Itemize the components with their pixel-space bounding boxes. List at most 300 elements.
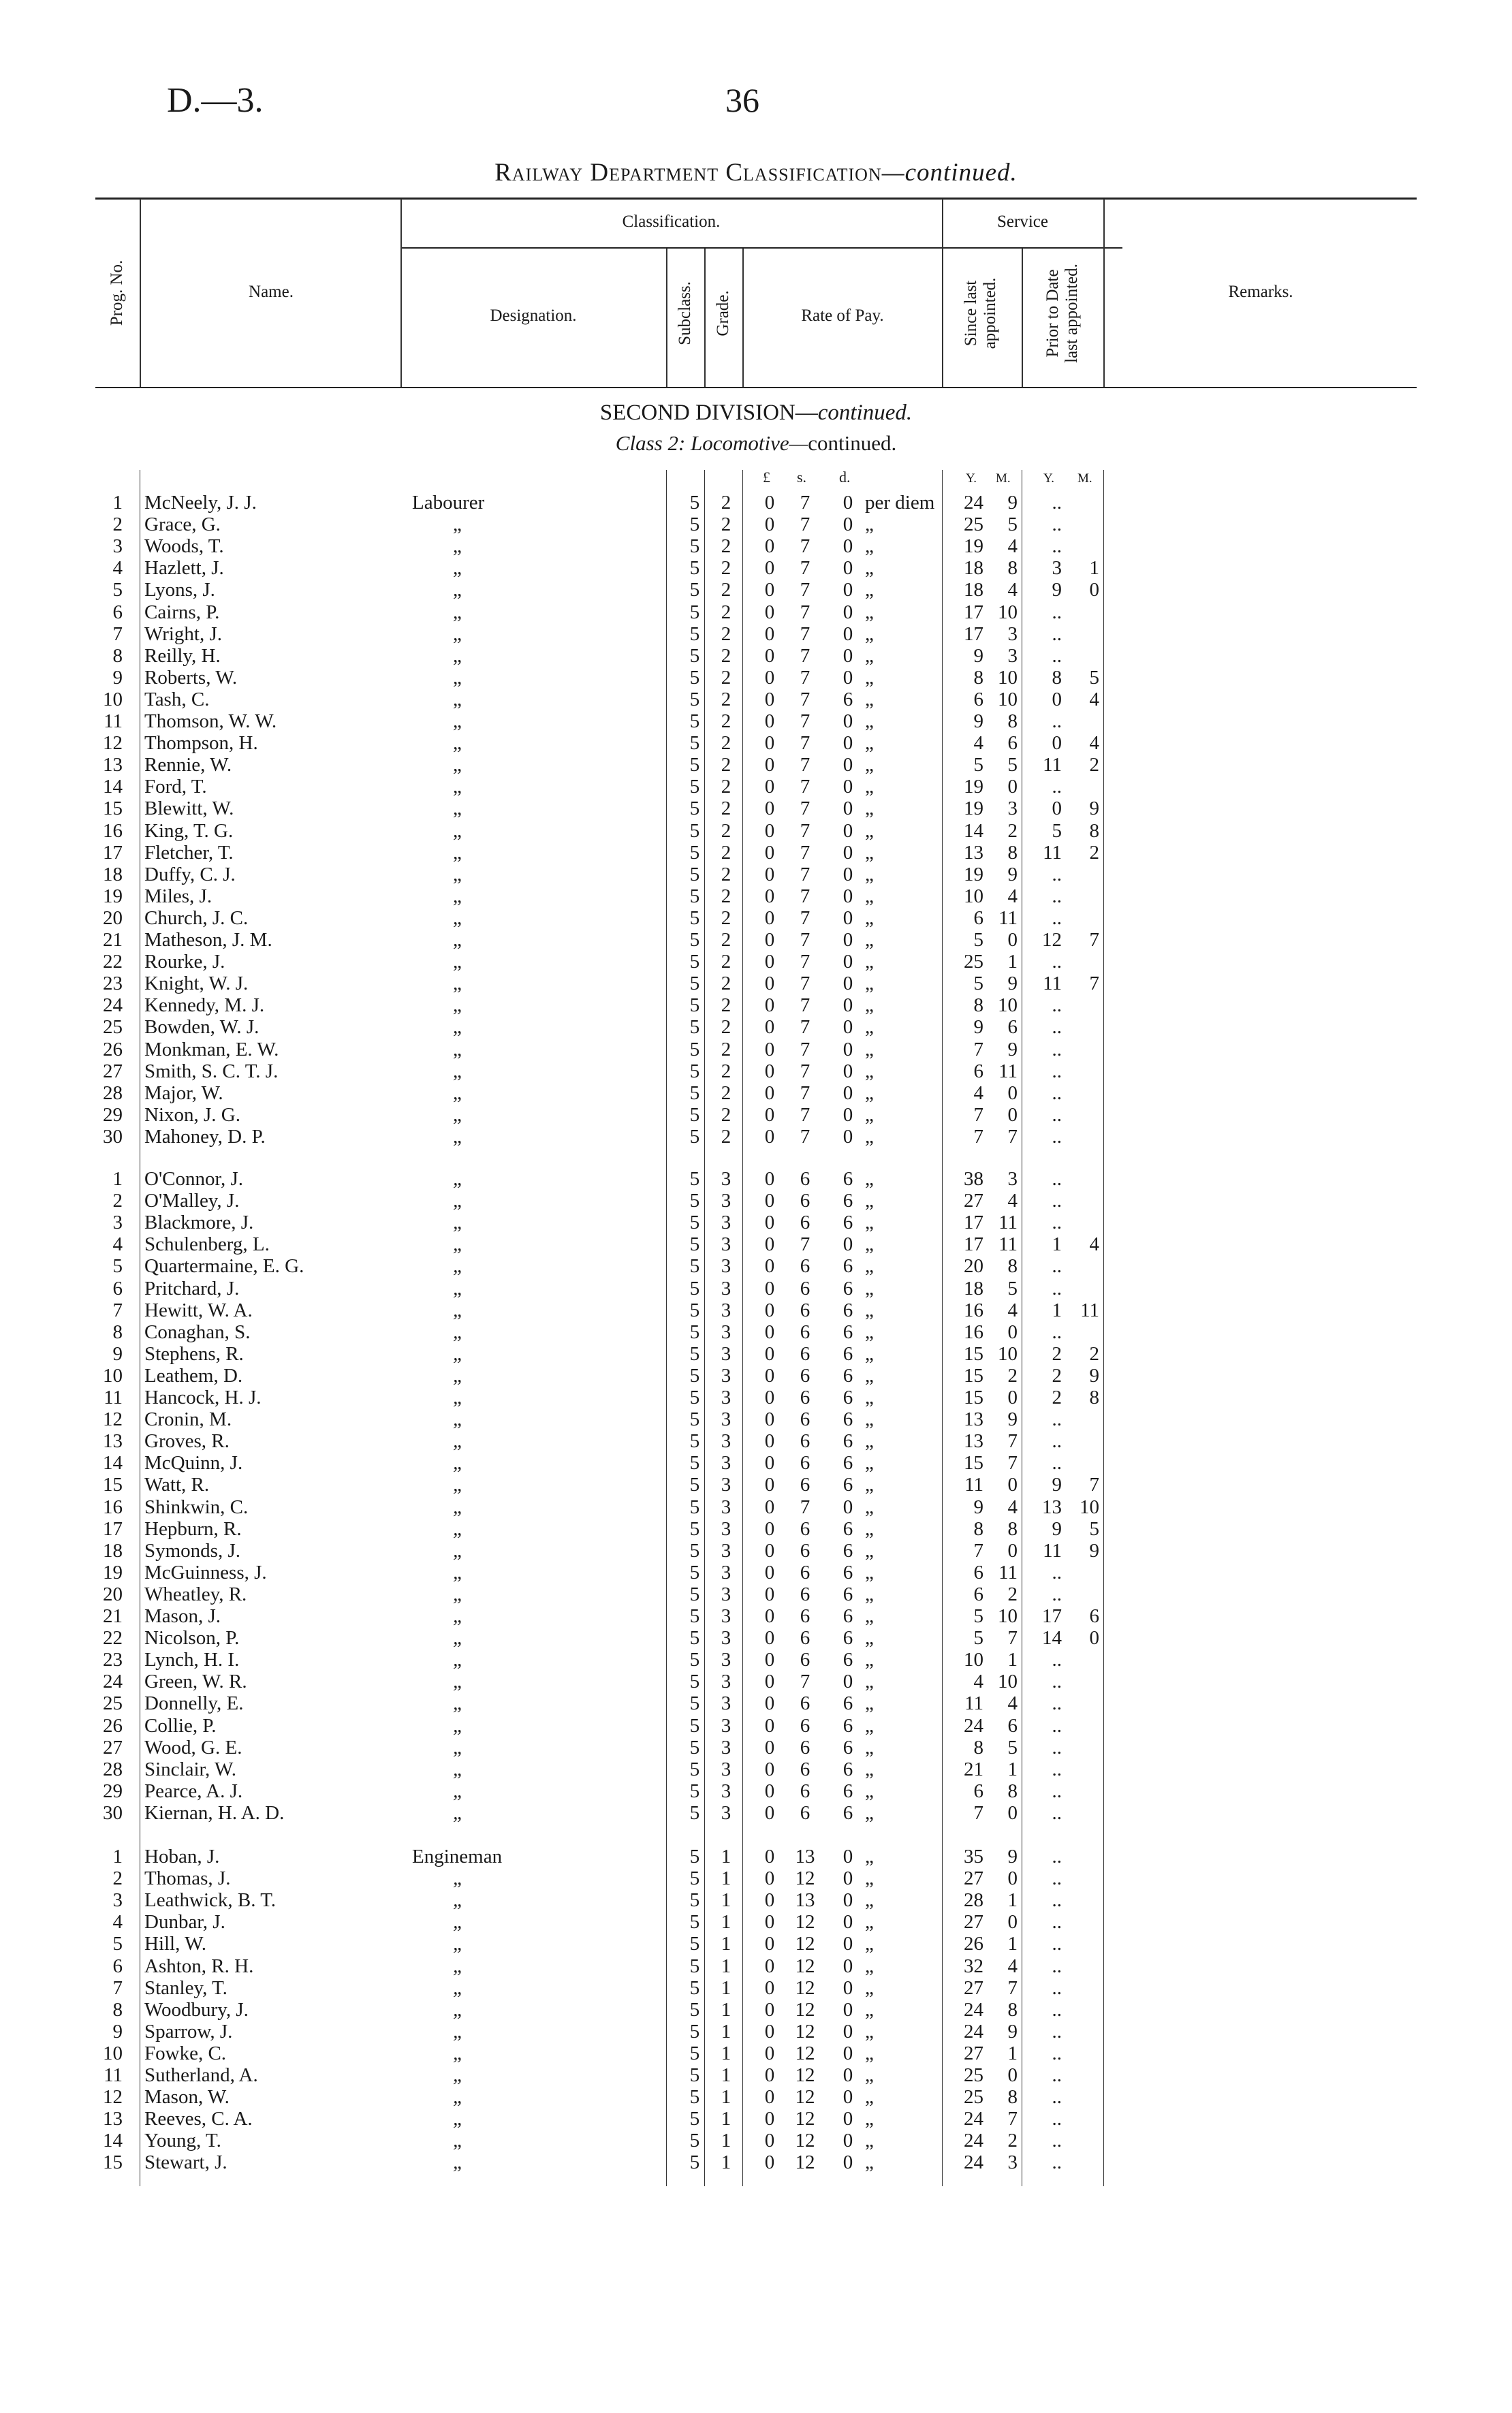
cell-since-years: 27 [964,1911,983,1934]
cell-shillings: 12 [795,2020,815,2043]
cell-subclass: 5 [689,1038,700,1060]
cell-pence: 0 [842,514,853,536]
cell-prior-months: 5 [1089,666,1099,689]
cell-per: „ [865,1321,874,1343]
cell-per: „ [865,994,874,1017]
table-row [0,1321,1512,1343]
cell-pounds: 0 [764,622,775,645]
cell-prog-no: 16 [103,819,123,842]
cell-since-years: 7 [973,1125,983,1148]
cell-pounds: 0 [764,863,775,885]
cell-subclass: 5 [689,688,700,710]
cell-prog-no: 13 [103,1430,123,1453]
cell-prog-no: 8 [112,1321,123,1343]
cell-shillings: 6 [800,1605,810,1627]
cell-subclass: 5 [689,535,700,558]
cell-since-years: 28 [964,1889,983,1912]
cell-shillings: 6 [800,1387,810,1408]
cell-prior-years: .. [1052,994,1062,1017]
cell-name: Church, J. C. [144,906,249,929]
cell-designation: „ [453,1955,464,1977]
cell-per: „ [865,1060,874,1082]
cell-designation: Labourer [412,492,485,514]
cell-pence: 6 [842,1474,853,1496]
cell-shillings: 7 [800,1060,810,1082]
cell-pence: 6 [842,1168,853,1190]
cell-designation: „ [453,1539,464,1562]
table-row [0,1039,1512,1060]
cell-prog-no: 11 [104,2064,123,2086]
cell-designation: „ [453,514,462,536]
cell-pounds: 0 [764,688,775,710]
cell-since-months: 8 [1007,710,1018,732]
cell-per: „ [865,688,874,710]
cell-per: „ [865,2130,874,2152]
title-continued: —continued. [881,159,1018,187]
cell-per: „ [865,732,874,755]
cell-per: „ [865,906,874,929]
cell-pounds: 0 [764,1867,775,1890]
cell-pounds: 0 [764,1561,775,1583]
cell-shillings: 7 [800,666,810,689]
cell-name: Woods, T. [144,535,224,558]
col-divider [666,249,667,387]
cell-designation: „ [453,1474,464,1496]
cell-prog-no: 15 [103,798,123,820]
cell-pence: 6 [842,1517,853,1540]
cell-name: Hoban, J. [144,1846,220,1867]
cell-since-years: 8 [973,1736,983,1759]
table-row [0,667,1512,689]
cell-prior-years: 1 [1052,1233,1062,1256]
cell-designation: „ [453,710,462,732]
cell-since-years: 5 [973,973,983,995]
cell-prog-no: 8 [112,644,123,667]
cell-per: „ [865,1933,874,1955]
cell-prior-months: 11 [1080,1299,1099,1321]
cell-shillings: 12 [795,1911,815,1934]
cell-subclass: 5 [689,1671,700,1693]
cell-pence: 6 [842,1561,853,1583]
cell-since-months: 0 [1007,1082,1018,1104]
cell-grade: 2 [721,644,731,667]
cell-name: Miles, J. [144,885,212,907]
cell-shillings: 7 [800,776,810,798]
cell-prog-no: 7 [112,622,123,645]
cell-prior-months: 4 [1089,732,1099,755]
cell-per: „ [865,1955,874,1977]
cell-pence: 6 [842,1780,853,1802]
cell-since-months: 1 [1007,1933,1018,1955]
cell-prior-years: .. [1052,1168,1062,1190]
cell-subclass: 5 [689,798,700,820]
cell-since-years: 24 [964,2020,983,2043]
cell-since-months: 0 [1007,1387,1018,1408]
table-row [0,1911,1512,1933]
table-row [0,820,1512,842]
unit-shilling: s. [797,469,807,486]
cell-shillings: 6 [800,1474,810,1496]
cell-subclass: 5 [689,1190,700,1212]
cell-since-months: 3 [1007,644,1018,667]
cell-since-years: 24 [964,2151,983,2174]
cell-pounds: 0 [764,1321,775,1343]
cell-shillings: 6 [800,1649,810,1671]
cell-prior-years: 11 [1043,754,1062,776]
cell-since-months: 8 [1007,1517,1018,1540]
cell-grade: 3 [721,1517,731,1540]
cell-pence: 6 [842,1321,853,1343]
cell-grade: 3 [721,1539,731,1562]
cell-grade: 3 [721,1627,731,1650]
cell-prior-months: 2 [1089,754,1099,776]
cell-per: „ [865,754,874,776]
cell-since-years: 16 [964,1299,983,1321]
cell-shillings: 7 [800,514,810,536]
cell-subclass: 5 [689,1867,700,1890]
cell-prog-no: 22 [103,1627,123,1650]
cell-prior-years: .. [1052,1801,1062,1824]
cell-shillings: 6 [800,1801,810,1824]
cell-shillings: 6 [800,1299,810,1321]
cell-since-years: 19 [964,798,983,820]
cell-name: Hancock, H. J. [144,1387,262,1408]
cell-designation: „ [453,2042,464,2064]
cell-per: „ [865,885,874,907]
cell-prog-no: 4 [112,1911,123,1934]
cell-prior-years: .. [1052,2042,1062,2064]
cell-subclass: 5 [689,951,700,973]
cell-grade: 2 [721,776,731,798]
cell-prog-no: 18 [103,863,123,885]
cell-name: Tash, C. [144,688,210,710]
col-rate-of-pay: Rate of Pay. [801,306,884,325]
cell-grade: 3 [721,1605,731,1627]
col-since-last: Since last appointed. [962,277,999,349]
cell-prog-no: 24 [103,1671,123,1693]
cell-pence: 0 [842,994,853,1017]
cell-designation: „ [453,2130,464,2152]
cell-prog-no: 17 [103,1517,123,1540]
cell-name: Thompson, H. [144,732,258,755]
cell-designation: „ [453,601,462,623]
cell-grade: 2 [721,1016,731,1039]
cell-name: Nicolson, P. [144,1627,240,1650]
col-prior-to-date: Prior to Date last appointed. [1043,264,1081,363]
cell-name: Quartermaine, E. G. [144,1255,304,1278]
table-row [0,798,1512,819]
cell-pence: 0 [842,1082,853,1104]
cell-prior-years: .. [1052,1060,1062,1082]
cell-per: „ [865,1976,874,1999]
cell-shillings: 7 [800,535,810,558]
col-grade: Grade. [714,290,732,336]
cell-subclass: 5 [689,1060,700,1082]
cell-per: „ [865,1889,874,1912]
cell-prior-years: 3 [1052,557,1062,580]
cell-shillings: 13 [795,1889,815,1912]
cell-pounds: 0 [764,1801,775,1824]
cell-prior-years: 9 [1052,1517,1062,1540]
cell-name: Wheatley, R. [144,1583,247,1605]
cell-since-years: 24 [964,1714,983,1737]
table-row [0,1387,1512,1408]
cell-pence: 6 [842,1605,853,1627]
cell-since-years: 15 [964,1342,983,1365]
cell-pounds: 0 [764,2130,775,2152]
cell-pounds: 0 [764,1082,775,1104]
cell-per: „ [865,973,874,995]
cell-designation: „ [453,2086,464,2109]
cell-grade: 3 [721,1452,731,1474]
cell-shillings: 7 [800,885,810,907]
cell-subclass: 5 [689,1736,700,1759]
cell-prog-no: 9 [112,2020,123,2043]
cell-shillings: 6 [800,1408,810,1431]
cell-since-months: 0 [1007,929,1018,951]
cell-name: Rennie, W. [144,754,232,776]
cell-prior-years: 2 [1052,1364,1062,1387]
cell-name: Cairns, P. [144,601,220,623]
table-row [0,1540,1512,1562]
cell-pence: 6 [842,1430,853,1453]
cell-name: Green, W. R. [144,1671,247,1693]
cell-designation: „ [453,1736,464,1759]
cell-prog-no: 25 [103,1016,123,1039]
cell-subclass: 5 [689,2108,700,2130]
cell-per: „ [865,841,874,864]
cell-designation: „ [453,1060,462,1082]
cell-pence: 6 [842,1649,853,1671]
cell-pounds: 0 [764,514,775,536]
table-row [0,2108,1512,2130]
cell-shillings: 6 [800,1190,810,1212]
cell-pence: 0 [842,1233,853,1256]
cell-grade: 2 [721,514,731,536]
cell-pounds: 0 [764,535,775,558]
cell-designation: „ [453,863,462,885]
cell-grade: 1 [721,2042,731,2064]
cell-prior-years: .. [1052,1867,1062,1890]
cell-grade: 2 [721,710,731,732]
cell-pounds: 0 [764,841,775,864]
cell-prog-no: 26 [103,1714,123,1737]
cell-prior-years: 9 [1052,579,1062,601]
cell-prog-no: 1 [112,1168,123,1190]
table-row [0,623,1512,645]
cell-per: „ [865,1364,874,1387]
cell-prior-months: 9 [1089,1539,1099,1562]
cell-since-months: 4 [1007,579,1018,601]
cell-pence: 0 [842,1103,853,1126]
cell-subclass: 5 [689,1255,700,1278]
cell-since-years: 25 [964,2086,983,2109]
cell-pence: 0 [842,666,853,689]
cell-name: Fletcher, T. [144,841,234,864]
cell-since-months: 10 [998,994,1018,1017]
cell-since-months: 1 [1007,2042,1018,2064]
cell-per: „ [865,514,874,536]
cell-grade: 3 [721,1758,731,1780]
cell-pounds: 0 [764,2108,775,2130]
cell-subclass: 5 [689,1517,700,1540]
cell-pounds: 0 [764,1387,775,1408]
cell-name: Mason, J. [144,1605,221,1627]
table-row [0,1168,1512,1190]
cell-pence: 0 [842,906,853,929]
cell-designation: „ [453,1933,464,1955]
cell-pence: 0 [842,1060,853,1082]
cell-name: Lyons, J. [144,579,215,601]
cell-designation: „ [453,1583,464,1605]
cell-name: Wright, J. [144,622,223,645]
cell-designation: „ [453,1342,464,1365]
cell-grade: 2 [721,622,731,645]
cell-prior-months: 0 [1089,579,1099,601]
cell-shillings: 6 [800,1364,810,1387]
cell-since-months: 8 [1007,1998,1018,2021]
cell-designation: „ [453,2151,464,2174]
table-row [0,1496,1512,1518]
cell-shillings: 7 [800,1496,810,1518]
cell-prior-years: 0 [1052,688,1062,710]
cell-pounds: 0 [764,1038,775,1060]
cell-grade: 2 [721,1082,731,1104]
cell-prog-no: 14 [103,1452,123,1474]
cell-name: Nixon, J. G. [144,1103,240,1126]
cell-pence: 0 [842,644,853,667]
cell-per: „ [865,1605,874,1627]
cell-since-months: 0 [1007,1103,1018,1126]
cell-name: Leathem, D. [144,1364,243,1387]
cell-subclass: 5 [689,557,700,580]
cell-prior-years: .. [1052,1103,1062,1126]
cell-since-months: 0 [1007,1911,1018,1934]
cell-subclass: 5 [689,1627,700,1650]
cell-designation: „ [453,557,462,580]
cell-subclass: 5 [689,819,700,842]
cell-pence: 0 [842,819,853,842]
cell-per: „ [865,1082,874,1104]
cell-designation: „ [453,1998,464,2021]
cell-subclass: 5 [689,2020,700,2043]
cell-subclass: 5 [689,994,700,1017]
cell-per: „ [865,1016,874,1039]
cell-per: per diem [865,492,935,514]
col-prog-no: Prog. No. [108,259,126,326]
cell-since-months: 0 [1007,1474,1018,1496]
cell-prior-years: .. [1052,951,1062,973]
cell-per: „ [865,1190,874,1212]
cell-name: Smith, S. C. T. J. [144,1060,279,1082]
cell-grade: 2 [721,1125,731,1148]
cell-designation: „ [453,906,462,929]
table-row [0,1365,1512,1387]
cell-pounds: 0 [764,1277,775,1299]
cell-grade: 3 [721,1277,731,1299]
cell-pence: 0 [842,754,853,776]
cell-name: Grace, G. [144,514,221,536]
cell-prog-no: 14 [103,2130,123,2152]
cell-since-months: 11 [998,906,1018,929]
cell-prior-years: .. [1052,1714,1062,1737]
cell-prior-years: .. [1052,1190,1062,1212]
cell-grade: 2 [721,1060,731,1082]
cell-shillings: 6 [800,1342,810,1365]
cell-subclass: 5 [689,1452,700,1474]
table-row [0,1955,1512,1977]
cell-prior-months: 4 [1089,1233,1099,1256]
table-row [0,645,1512,667]
cell-subclass: 5 [689,1539,700,1562]
cell-prog-no: 2 [112,1867,123,1890]
cell-pence: 6 [842,1736,853,1759]
table-row [0,535,1512,557]
cell-prior-years: .. [1052,2064,1062,2086]
cell-name: Pritchard, J. [144,1277,240,1299]
cell-designation: „ [453,2020,464,2043]
cell-subclass: 5 [689,1364,700,1387]
cell-pence: 0 [842,492,853,514]
cell-designation: „ [453,1016,462,1039]
table-row [0,1278,1512,1299]
cell-designation: „ [453,1496,464,1518]
cell-designation: „ [453,1103,462,1126]
cell-since-years: 15 [964,1364,983,1387]
cell-pounds: 0 [764,1016,775,1039]
cell-prior-years: .. [1052,492,1062,514]
cell-prog-no: 24 [103,994,123,1017]
cell-name: Blackmore, J. [144,1212,254,1234]
cell-prog-no: 25 [103,1692,123,1715]
cell-prior-years: .. [1052,1583,1062,1605]
cell-per: „ [865,1758,874,1780]
cell-pence: 0 [842,2020,853,2043]
cell-grade: 1 [721,2064,731,2086]
cell-prog-no: 6 [112,1955,123,1977]
cell-designation: „ [453,754,462,776]
cell-per: „ [865,1103,874,1126]
cell-per: „ [865,1474,874,1496]
cell-shillings: 7 [800,1671,810,1693]
cell-shillings: 12 [795,2042,815,2064]
cell-subclass: 5 [689,1561,700,1583]
cell-pence: 0 [842,2064,853,2086]
cell-name: Young, T. [144,2130,221,2152]
class-label: Class 2: Locomotive— [615,431,808,455]
cell-since-months: 4 [1007,1299,1018,1321]
cell-prior-years: .. [1052,1758,1062,1780]
cell-since-years: 7 [973,1103,983,1126]
cell-shillings: 7 [800,557,810,580]
cell-shillings: 12 [795,2064,815,2086]
cell-grade: 3 [721,1649,731,1671]
cell-subclass: 5 [689,1233,700,1256]
cell-subclass: 5 [689,1801,700,1824]
cell-prog-no: 3 [112,1889,123,1912]
table-row [0,492,1512,514]
cell-prog-no: 30 [103,1125,123,1148]
cell-subclass: 5 [689,1321,700,1343]
document-code: D.—3. [167,81,264,120]
cell-prior-years: .. [1052,1212,1062,1234]
cell-pounds: 0 [764,644,775,667]
cell-pounds: 0 [764,1780,775,1802]
cell-prior-years: .. [1052,1736,1062,1759]
cell-subclass: 5 [689,1976,700,1999]
cell-name: Hepburn, R. [144,1517,242,1540]
cell-name: Stewart, J. [144,2151,227,2174]
